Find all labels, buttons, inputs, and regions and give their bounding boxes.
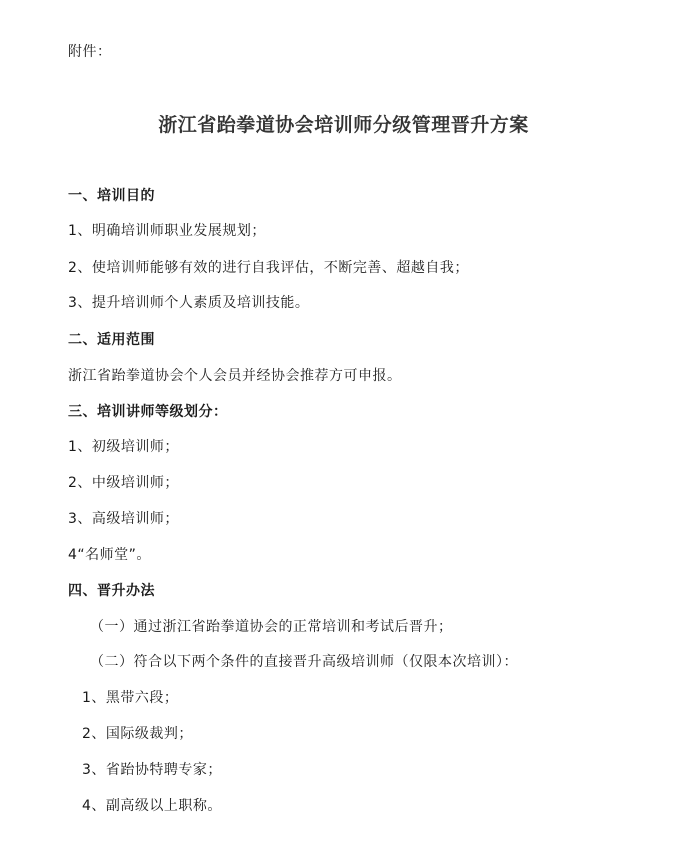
section-heading-levels: 三、培训讲师等级划分： [68,404,228,420]
list-item: （一）通过浙江省跆拳道协会的正常培训和考试后晋升； [90,619,453,635]
list-item: 1、初级培训师； [68,439,179,455]
list-item: （二）符合以下两个条件的直接晋升高级培训师（仅限本次培训）： [90,654,518,670]
list-item: 1、黑带六段； [82,690,179,706]
section-heading-purpose: 一、培训目的 [68,188,155,204]
section-heading-scope: 二、适用范围 [68,332,155,348]
list-item: 3、提升培训师个人素质及培训技能。 [68,295,310,311]
list-item: 4“名师堂”。 [68,547,151,563]
list-item: 3、省跆协特聘专家； [82,762,222,778]
section-heading-promotion: 四、晋升办法 [68,583,155,599]
list-item: 2、中级培训师； [68,475,179,491]
list-item: 2、国际级裁判； [82,726,193,742]
document-title: 浙江省跆拳道协会培训师分级管理晋升方案 [158,114,529,136]
list-item: 1、明确培训师职业发展规划； [68,223,266,239]
list-item: 2、使培训师能够有效的进行自我评估，不断完善、超越自我； [68,260,469,276]
list-item: 4、副高级以上职称。 [82,798,222,814]
attachment-label: 附件： [68,44,112,60]
paragraph: 浙江省跆拳道协会个人会员并经协会推荐方可申报。 [68,368,402,384]
list-item: 3、高级培训师； [68,511,179,527]
